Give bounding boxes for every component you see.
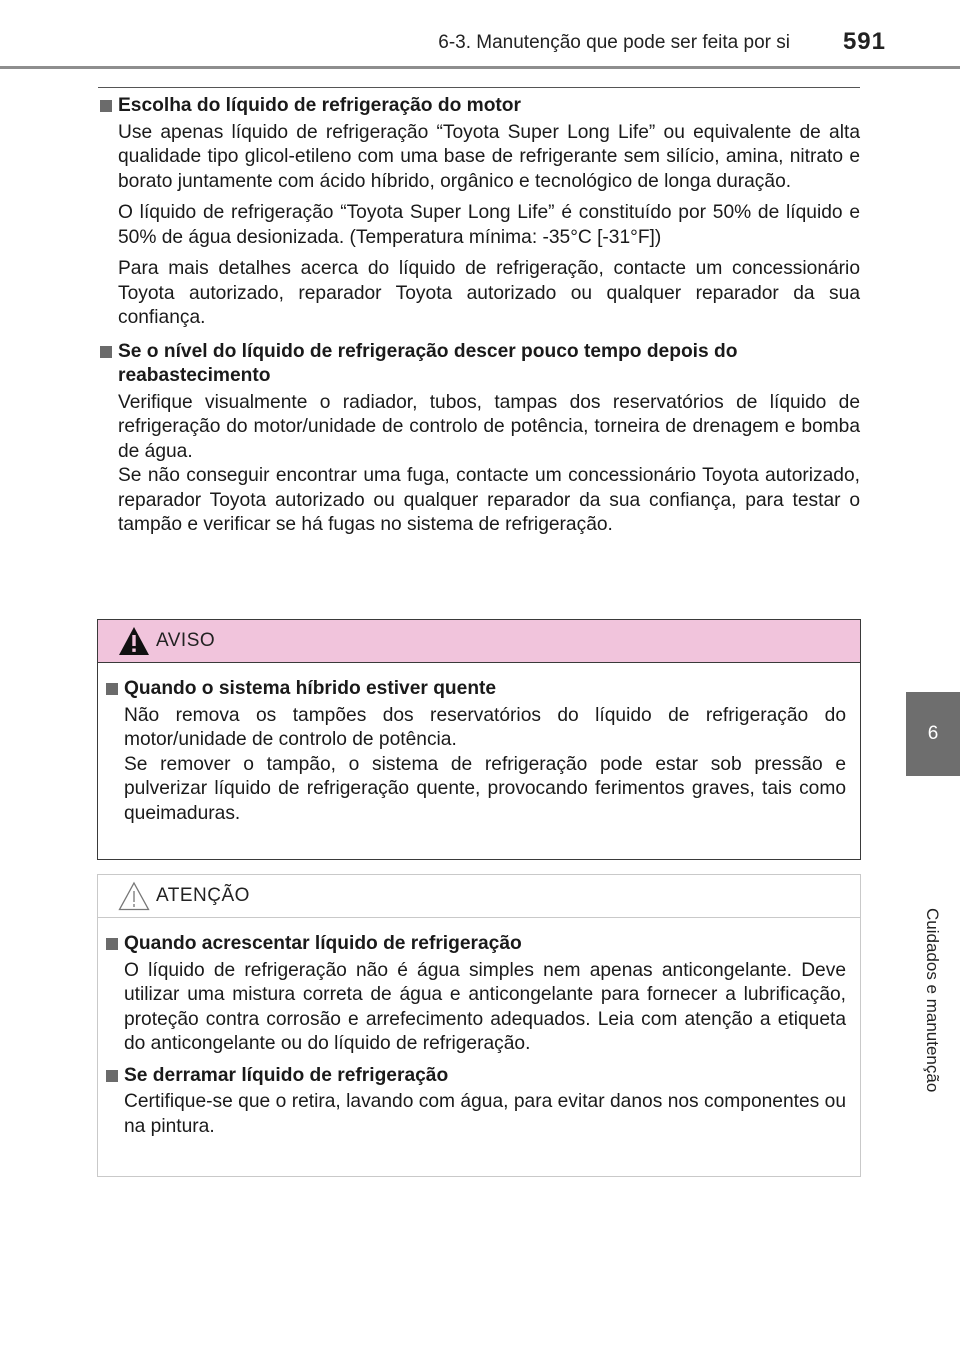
paragraph: O líquido de refrigeração não é água simples nem apenas anticongelante. Deve utilizar uma mistura correta de água e anticongelante para fornecer a lubrificação, proteção contra corrosão e arrefecimento adequados. Leia com atenção a etiqueta do anticongelante ou do líquido de refrigeração. bbox=[124, 959, 846, 1054]
section-title-text: Escolha do líquido de refrigeração do motor bbox=[118, 95, 521, 116]
square-bullet-icon bbox=[106, 1070, 118, 1082]
caution-triangle-icon bbox=[118, 881, 150, 911]
atencao-item-title bbox=[104, 932, 846, 957]
section-title-text: Se o nível do líquido de refrigeração descer pouco tempo depois do reabastecimento bbox=[118, 340, 738, 386]
paragraph: Verifique visualmente o radiador, tubos, tampas dos reservatórios de líquido de refrigeração do motor/unidade de controlo de potência, torneira de drenagem e bomba de água. bbox=[118, 391, 860, 462]
aviso-title bbox=[104, 677, 846, 702]
chapter-tab: 6 bbox=[906, 692, 960, 776]
atencao-item-title-text: Quando acrescentar líquido de refrigeração bbox=[124, 933, 522, 954]
chapter-label: Cuidados e manutenção bbox=[923, 908, 942, 1093]
aviso-header bbox=[98, 620, 860, 663]
atencao-label: ATENÇÃO bbox=[156, 885, 250, 906]
paragraph: O líquido de refrigeração “Toyota Super Long Life” é constituído por 50% de líquido e 50% de água desionizada. (Temperatura mínima: -35°C [-31°F]) bbox=[118, 202, 860, 248]
square-bullet-icon bbox=[106, 683, 118, 695]
header-rule bbox=[0, 66, 960, 69]
square-bullet-icon bbox=[100, 100, 112, 112]
atencao-body bbox=[98, 918, 860, 1139]
aviso-title-text: Quando o sistema híbrido estiver quente bbox=[124, 678, 497, 699]
section-title bbox=[98, 94, 860, 119]
aviso-body bbox=[98, 663, 860, 826]
paragraph: Se não conseguir encontrar uma fuga, contacte um concessionário Toyota autorizado, reparador Toyota autorizado ou qualquer reparador da sua confiança, para testar o tampão e verificar se há fugas no sistema de refrigeração. bbox=[118, 465, 860, 535]
paragraph: Se remover o tampão, o sistema de refrigeração pode estar sob pressão e pulverizar líquido de refrigeração quente, provocando ferimentos graves, tais como queimaduras. bbox=[124, 753, 846, 824]
aviso-label: AVISO bbox=[156, 630, 216, 651]
square-bullet-icon bbox=[106, 938, 118, 950]
paragraph: Não remova os tampões dos reservatórios do líquido de refrigeração do motor/unidade de controlo de potência. bbox=[124, 704, 846, 750]
page-number: 591 bbox=[842, 28, 886, 55]
page-header bbox=[0, 0, 960, 68]
paragraph: Use apenas líquido de refrigeração “Toyota Super Long Life” ou equivalente de alta qualidade tipo glicol-etileno com uma base de refrigerante sem silício, amina, nitrato e borato juntamente com ácido híbrido, orgânico e tecnológico de longa duração. bbox=[118, 121, 860, 192]
atencao-box bbox=[97, 874, 861, 1177]
warning-triangle-icon bbox=[118, 626, 150, 656]
aviso-box bbox=[97, 619, 861, 860]
atencao-item-title-text: Se derramar líquido de refrigeração bbox=[124, 1064, 449, 1086]
header-section-title: 6-3. Manutenção que pode ser feita por si bbox=[438, 32, 790, 53]
paragraph: Para mais detalhes acerca do líquido de refrigeração, contacte um concessionário Toyota autorizado, reparador Toyota autorizado ou qualquer reparador da sua confiança. bbox=[118, 258, 860, 328]
atencao-item-title bbox=[104, 1064, 846, 1089]
section-title bbox=[98, 340, 860, 389]
content-top-rule bbox=[98, 87, 860, 88]
square-bullet-icon bbox=[100, 346, 112, 358]
atencao-header bbox=[98, 875, 860, 918]
main-content bbox=[98, 94, 860, 545]
paragraph: Certifique-se que o retira, lavando com água, para evitar danos nos componentes ou na pintura. bbox=[124, 1091, 846, 1137]
